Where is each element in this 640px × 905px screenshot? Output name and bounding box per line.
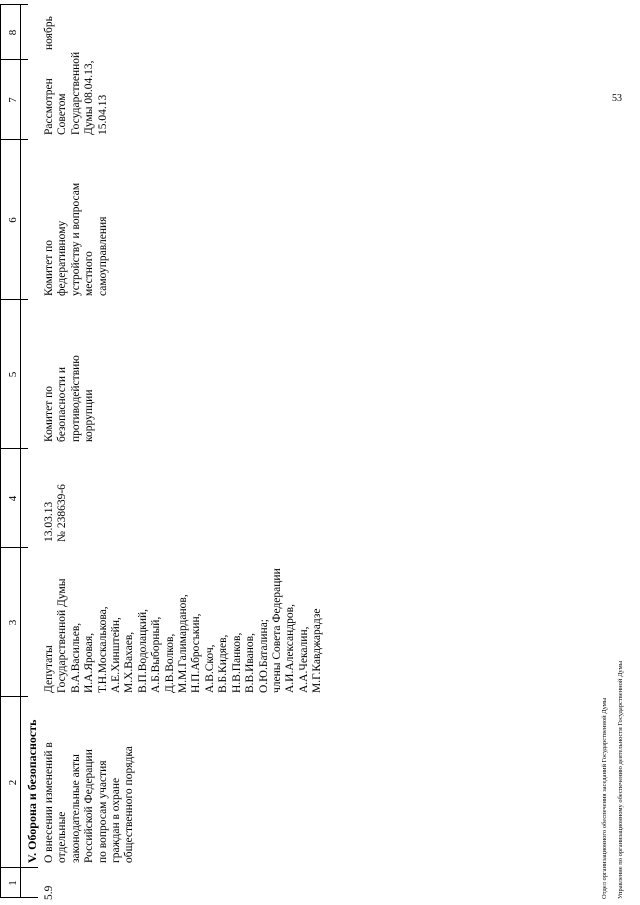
initiator-line: Н.П.Абросъкин, <box>190 613 203 693</box>
column-number: 7 <box>7 97 19 103</box>
column-number: 4 <box>7 495 19 502</box>
column-divider <box>0 867 38 868</box>
section-title: V. Оборона и безопасность <box>25 719 39 863</box>
column-divider <box>0 299 28 300</box>
column-number: 2 <box>7 779 19 786</box>
initiator-line: А.Б.Выборный, <box>150 616 163 693</box>
initiator-line: М.М.Галимарданов, <box>177 594 190 693</box>
bill-title-line: законодательные акты <box>69 754 82 863</box>
coexecutor-committee-line: устройству и вопросам <box>69 182 82 296</box>
status-line: 15.04.13 <box>96 94 109 135</box>
initiator-line: А.Е.Хинштейн, <box>110 617 123 693</box>
initiator-line: А.А.Чекалин, <box>297 626 310 693</box>
initiator-line: В.Б.Кидяев, <box>217 634 230 693</box>
date-line: 13.03.13 <box>43 501 55 542</box>
bill-title-line: отдельные <box>56 811 69 863</box>
initiator-line: М.Х.Вахаев, <box>123 631 136 693</box>
initiator-line: В.П.Водолацкий, <box>136 608 149 693</box>
term: ноябрь <box>43 16 55 50</box>
column-divider <box>0 696 28 697</box>
responsible-committee <box>43 355 97 442</box>
column-divider <box>0 448 28 449</box>
status-line: Рассмотрен <box>43 78 55 135</box>
status-line: Государственной <box>69 51 82 135</box>
page-number: 53 <box>612 93 622 104</box>
column-divider <box>0 4 28 5</box>
initiator-line: О.Ю.Баталина; <box>257 618 270 693</box>
responsible-committee-line: безопасности и <box>56 366 69 442</box>
footer-directorate: Управление по организационному обеспечению деятельности Государственной Думы <box>617 660 624 899</box>
initiator-line: Государственной Думы <box>56 578 69 693</box>
column-number: 6 <box>7 217 19 223</box>
column-divider <box>0 59 28 60</box>
bill-title-line: О внесении изменений в <box>43 742 55 863</box>
initiator-line: А.И.Александров, <box>284 604 297 693</box>
header-rule <box>20 5 21 898</box>
initiator-line: Т.Н.Москалькова, <box>96 606 109 693</box>
date-line: № 238639-6 <box>56 484 69 542</box>
initiator-line: А.В.Скоч, <box>203 644 216 693</box>
column-number: 1 <box>7 880 19 886</box>
coexecutor-committee <box>43 183 110 296</box>
bill-title-line: граждан в охране <box>110 777 123 863</box>
initiator-line: В.А.Васильев, <box>69 622 82 693</box>
coexecutor-committee-line: Комитет по <box>43 240 55 296</box>
coexecutor-committee-line: самоуправления <box>96 216 109 296</box>
initiator-line: В.В.Иванов, <box>244 633 257 693</box>
initiator-line: члены Совета Федерации <box>270 568 283 693</box>
bill-initiators <box>43 568 325 693</box>
bill-title <box>43 742 137 863</box>
initiator-line: Н.В.Панков, <box>230 632 243 693</box>
column-number: 5 <box>7 371 19 378</box>
registration-date-number <box>43 484 70 542</box>
bill-title-line: по вопросам участия <box>96 760 109 863</box>
column-divider <box>0 897 38 898</box>
consideration-status <box>43 52 110 135</box>
coexecutor-committee-line: федеративному <box>56 220 69 296</box>
responsible-committee-line: коррупции <box>83 389 96 442</box>
row-number: 5.9 <box>43 885 55 900</box>
column-divider <box>0 547 28 548</box>
status-line: Советом <box>56 93 69 135</box>
initiator-line: И.А.Яровая, <box>83 632 96 693</box>
status-line: Думы 08.04.13, <box>83 60 96 135</box>
initiator-line: Депутаты <box>43 645 55 693</box>
bill-title-line: Российской Федерации <box>83 749 96 863</box>
initiator-line: М.Г.Кавджарадзе <box>311 608 324 693</box>
top-rule <box>0 5 1 898</box>
column-number: 3 <box>7 619 19 626</box>
coexecutor-committee-line: местного <box>83 251 96 296</box>
column-divider <box>0 139 28 140</box>
bill-title-line: общественного порядка <box>123 746 136 863</box>
initiator-line: Д.В.Волков, <box>163 633 176 693</box>
footer-department: Отдел организационного обеспечения заседаний Государственной Думы <box>601 697 608 899</box>
column-number: 8 <box>7 29 19 36</box>
responsible-committee-line: противодействию <box>69 355 82 442</box>
responsible-committee-line: Комитет по <box>43 386 55 442</box>
